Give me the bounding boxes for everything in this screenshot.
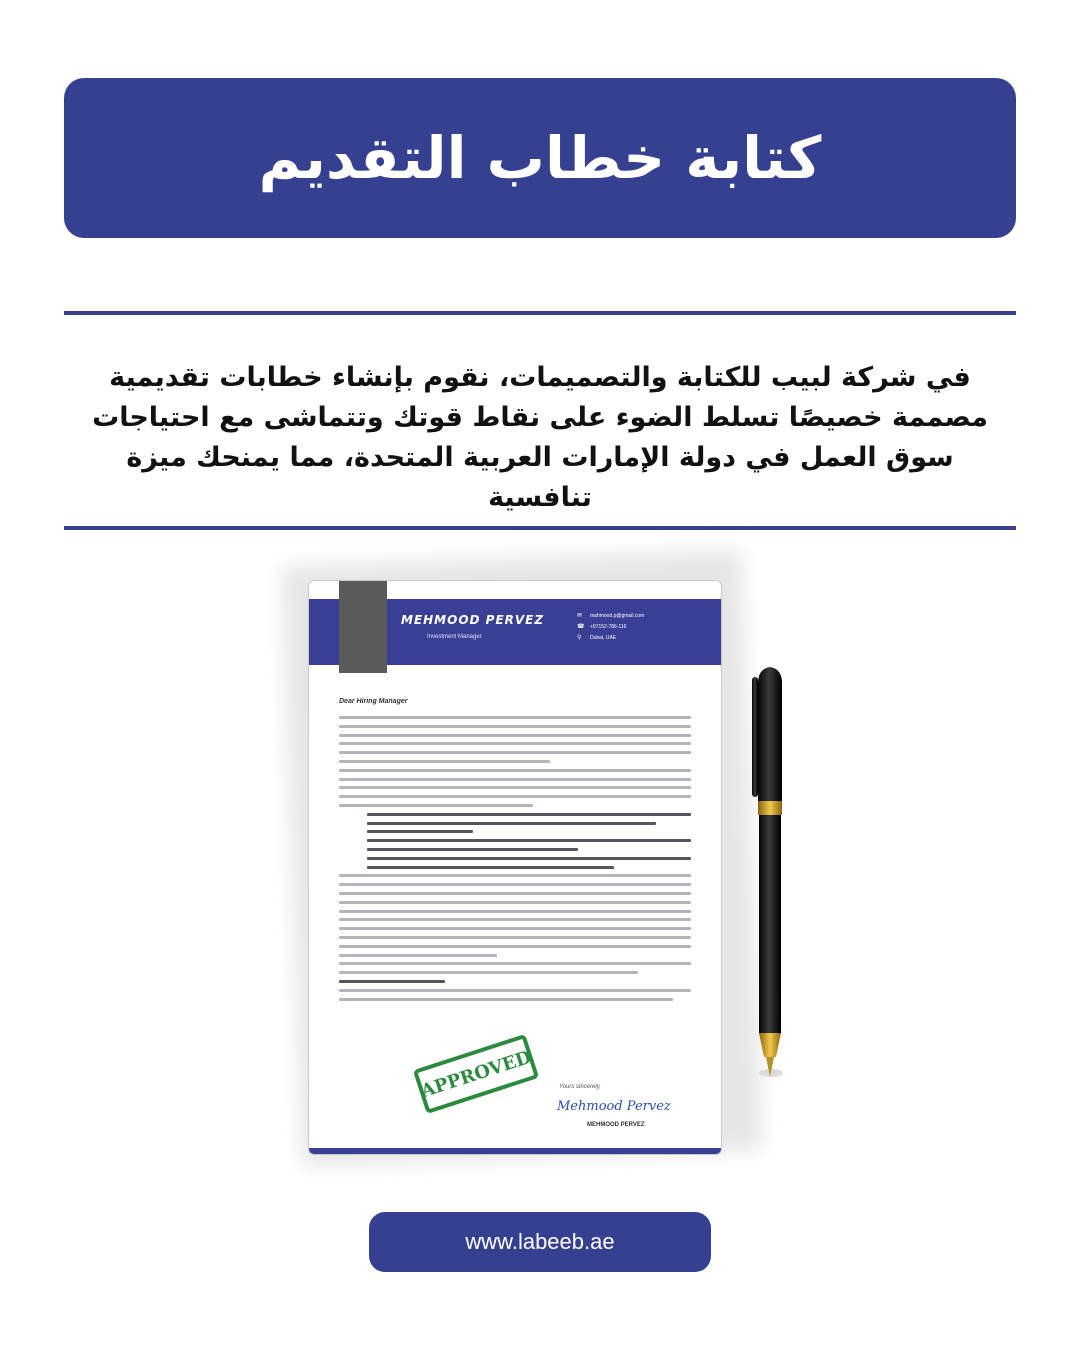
photo-placeholder [339,581,387,673]
contact-email [577,613,644,619]
divider-bottom [64,526,1016,530]
letter-greeting: Dear Hiring Manager [339,698,408,705]
letter-closing: Yours sincerely, [559,1084,601,1090]
contact-phone-text: +97152-786-116 [590,624,627,630]
signature: Mehmood Pervez [557,1099,671,1114]
mail-icon: ✉ [577,613,583,619]
letter-footer-bar [309,1148,721,1154]
intro-text: في شركة لبيب للكتابة والتصميمات، نقوم بإنشاء خطابات تقديمية مصممة خصيصًا تسلط الضوء على نقاط قوتك وتتماشى مع احتياجات سوق العمل في دولة الإمارات العربية المتحدة، مما يمنحك ميزة تنافسية [92,362,988,513]
page-title: كتابة خطاب التقديم [258,124,822,192]
location-icon: ⚲ [577,635,582,641]
pen-icon [748,665,793,1085]
letter-name: MEHMOOD PERVEZ [401,613,545,627]
contact-email-text: mahmood.p@gmail.com [590,613,645,619]
approved-stamp: APPROVED [413,1034,539,1114]
title-banner [64,78,1016,238]
letter-body-text [339,716,691,1006]
cover-letter-image [308,580,722,1155]
signature-name: MEHMOOD PERVEZ [587,1122,645,1128]
phone-icon: ☎ [577,624,585,630]
contact-location-text: Dubai, UAE [590,635,617,641]
website-url: www.labeeb.ae [465,1229,615,1254]
website-link[interactable] [369,1212,711,1272]
contact-phone [577,624,626,630]
contact-location [577,635,616,641]
divider-top [64,311,1016,315]
letter-role: Investment Manager [427,634,482,640]
